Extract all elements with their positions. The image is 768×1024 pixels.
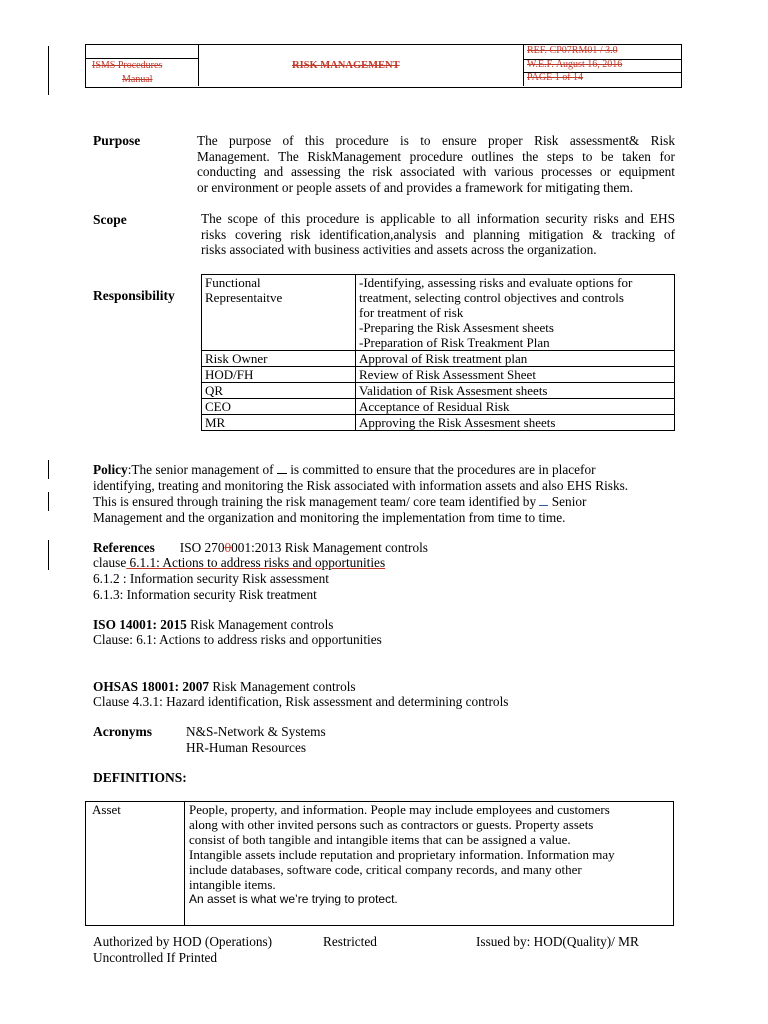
- table-row: [202, 399, 675, 415]
- purpose-line: Management. The RiskManagement procedure outlines the steps to be taken for: [197, 148, 675, 164]
- header-manual-name-2: Manual: [122, 74, 153, 85]
- header-ref: REF. CP07RM01 / 3.0: [527, 45, 618, 56]
- table-row: [86, 802, 674, 926]
- responsibility-label: Responsibility: [93, 288, 175, 303]
- duty-cell: -Identifying, assessing risks and evaluate options for treatment, selecting control objectives and controls for treatment of risk -Preparing the Risk Assesment sheets -Preparation of Risk Treakment Plan: [356, 275, 675, 351]
- references-label: References: [93, 540, 155, 555]
- role-cell: HOD/FH: [202, 367, 356, 383]
- header-left-cell: [86, 45, 199, 86]
- policy-line-2: identifying, treating and monitoring the Risk associated with information assets and also EHS Risks.: [93, 478, 629, 493]
- iso14001-clause: Clause: 6.1: Actions to address risks and opportunities: [93, 632, 382, 647]
- definitions-heading: DEFINITIONS:: [93, 770, 187, 785]
- table-row: [202, 275, 675, 351]
- definitions-table: [85, 801, 674, 926]
- references-line-1: References ISO 2700001:2013 Risk Management controls: [93, 540, 428, 555]
- iso14001-line: ISO 14001: 2015 Risk Management controls: [93, 617, 334, 632]
- references-line-3: 6.1.2 : Information security Risk assessment: [93, 571, 329, 586]
- policy-label: Policy: [93, 462, 128, 477]
- role-cell: QR: [202, 383, 356, 399]
- acronym-item: HR-Human Resources: [186, 740, 307, 755]
- policy-line-3: This is ensured through training the risk management team/ core team identified by Senior: [93, 494, 587, 509]
- footer-restricted: Restricted: [323, 934, 377, 949]
- header-wef: W.E.F. August 16, 2016: [527, 58, 623, 70]
- role-cell: CEO: [202, 399, 356, 415]
- footer-issued: Issued by: HOD(Quality)/ MR: [476, 934, 639, 949]
- table-row: [202, 415, 675, 431]
- policy-line-1: Policy:The senior management of is committed to ensure that the procedures are in placefor: [93, 462, 596, 477]
- role-cell: MR: [202, 415, 356, 431]
- purpose-line: conducting and assessing the risk associated with various processes or equipment: [197, 164, 675, 180]
- responsibility-table: [201, 274, 675, 431]
- scope-line: risks associated with business activities and assets across the organization.: [201, 242, 597, 258]
- table-row: [202, 351, 675, 367]
- scope-text: [201, 211, 675, 258]
- acronym-item: N&S-Network & Systems: [186, 724, 326, 739]
- scope-line: The scope of this procedure is applicable to all information security risks and EHS: [201, 211, 675, 226]
- scope-label: Scope: [93, 212, 127, 227]
- ohsas-line: OHSAS 18001: 2007 Risk Management controls: [93, 679, 356, 694]
- scope-line: risks covering risk identification,analysis and planning mitigation & tracking of: [201, 226, 675, 242]
- footer-authorized: Authorized by HOD (Operations): [93, 934, 273, 949]
- definition-term: Asset: [86, 802, 185, 926]
- duty-cell: Acceptance of Residual Risk: [356, 399, 675, 415]
- role-cell: Risk Owner: [202, 351, 356, 367]
- table-row: [202, 383, 675, 399]
- acronyms-label: Acronyms: [93, 724, 152, 739]
- definition-text: People, property, and information. People may include employees and customers along with other invited persons such as contractors or guests. Property assets consist of both tangible and intangible items that can be assigned a value. Intangible assets include reputation and proprietary information. Information may include databases, software code, critical company records, and many other intangible items. An asset is what we’re trying to protect.: [185, 802, 674, 926]
- change-bar: [48, 460, 49, 479]
- change-bar: [48, 492, 49, 511]
- purpose-text: [197, 133, 675, 195]
- role-cell: Functional Representaitve: [202, 275, 356, 351]
- change-bar: [48, 46, 49, 95]
- footer-uncontrolled: Uncontrolled If Printed: [93, 950, 218, 965]
- table-row: [202, 367, 675, 383]
- references-line-4: 6.1.3: Information security Risk treatment: [93, 587, 317, 602]
- change-bar: [48, 540, 49, 570]
- duty-cell: Approving the Risk Assesment sheets: [356, 415, 675, 431]
- ohsas-clause: Clause 4.3.1: Hazard identification, Risk assessment and determining controls: [93, 694, 509, 709]
- references-line-2: clause 6.1.1: Actions to address risks and opportunities: [93, 555, 386, 570]
- purpose-label: Purpose: [93, 133, 141, 148]
- header-page: PAGE 1 of 14: [527, 72, 584, 84]
- document-header: [85, 44, 682, 88]
- header-manual-name: ISMS Procedures: [92, 60, 163, 71]
- header-right-cell: [523, 45, 682, 86]
- purpose-line: or environment or people assets of and provides a framework for mitigating them.: [197, 179, 634, 195]
- duty-cell: Validation of Risk Assesment sheets: [356, 383, 675, 399]
- duty-cell: Review of Risk Assessment Sheet: [356, 367, 675, 383]
- duty-cell: Approval of Risk treatment plan: [356, 351, 675, 367]
- blank-field: [277, 473, 287, 474]
- purpose-line: The purpose of this procedure is to ensure proper Risk assessment& Risk: [197, 133, 675, 148]
- header-title: RISK MANAGEMENT: [292, 60, 400, 71]
- policy-line-4: Management and the organization and monitoring the implementation from time to time.: [93, 510, 566, 525]
